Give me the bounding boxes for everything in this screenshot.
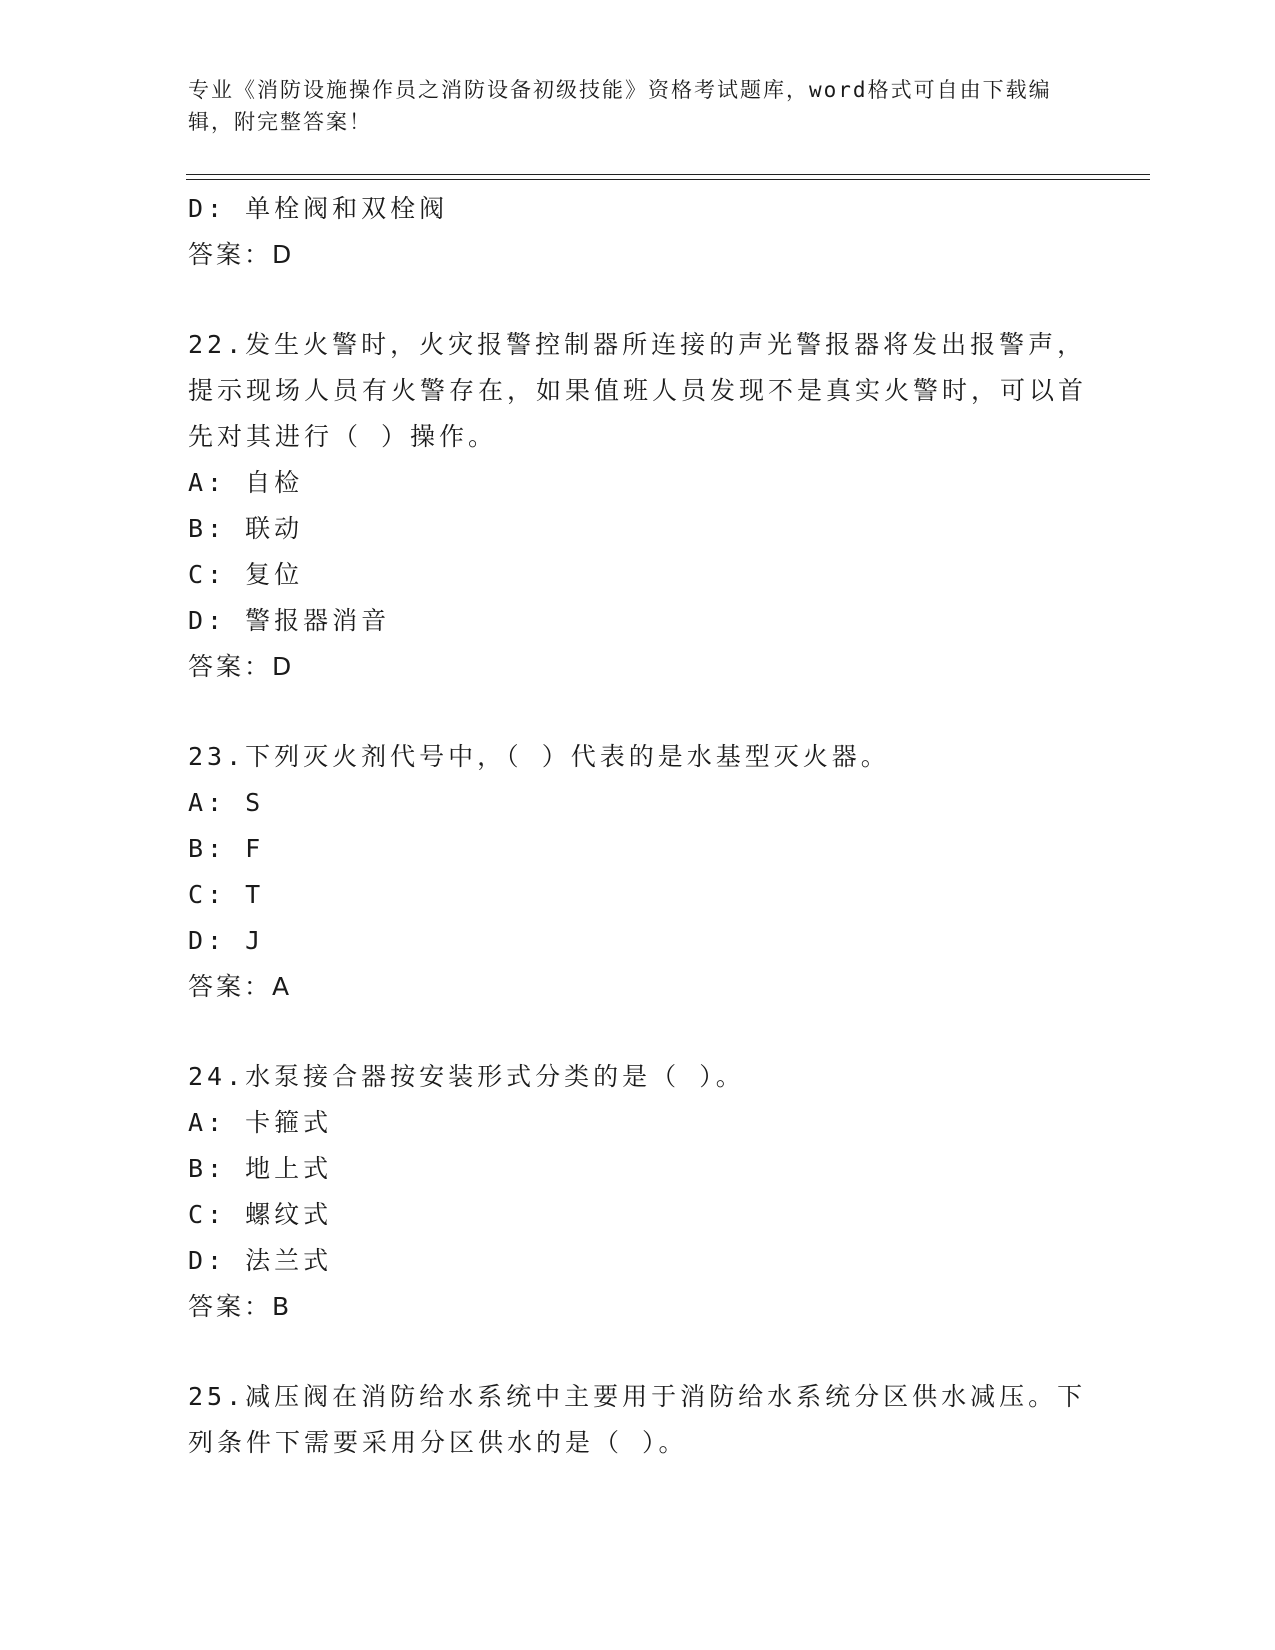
answer: 答案：D	[188, 652, 295, 681]
header-rule-bottom	[186, 179, 1150, 180]
question-stem: 22.发生火警时，火灾报警控制器所连接的声光警报器将发出报警声，提示现场人员有火警存在，如果值班人员发现不是真实火警时，可以首先对其进行（ ）操作。	[188, 330, 1088, 451]
answer: 答案：B	[188, 1292, 293, 1321]
option-a: A: 自检	[188, 468, 304, 497]
option-c: C: 复位	[188, 560, 304, 589]
answer: 答案：D	[188, 240, 295, 269]
option-d: D: 警报器消音	[188, 606, 391, 635]
question-22	[188, 322, 1088, 690]
question-list	[188, 186, 1088, 1466]
option-c: C: T	[188, 880, 265, 909]
question-stem: 25.减压阀在消防给水系统中主要用于消防给水系统分区供水减压。下列条件下需要采用分区供水的是（ ）。	[188, 1382, 1087, 1457]
question-25	[188, 1374, 1088, 1466]
option-d: D: 法兰式	[188, 1246, 333, 1275]
header-rule-top	[186, 174, 1150, 175]
option-b: B: 联动	[188, 514, 304, 543]
option-d: D: 单栓阀和双栓阀	[188, 194, 449, 223]
option-a: A: S	[188, 788, 265, 817]
option-a: A: 卡箍式	[188, 1108, 333, 1137]
answer: 答案：A	[188, 972, 293, 1001]
option-b: B: F	[188, 834, 265, 863]
option-d: D: J	[188, 926, 265, 955]
question-stem: 24.水泵接合器按安装形式分类的是（ ）。	[188, 1062, 745, 1091]
option-c: C: 螺纹式	[188, 1200, 333, 1229]
question-24	[188, 1054, 1088, 1330]
document-header: 专业《消防设施操作员之消防设备初级技能》资格考试题库，word格式可自由下载编辑，附完整答案！	[188, 78, 1052, 134]
question-stem: 23.下列灭火剂代号中，（ ）代表的是水基型灭火器。	[188, 742, 890, 771]
option-b: B: 地上式	[188, 1154, 333, 1183]
question-23	[188, 734, 1088, 1010]
